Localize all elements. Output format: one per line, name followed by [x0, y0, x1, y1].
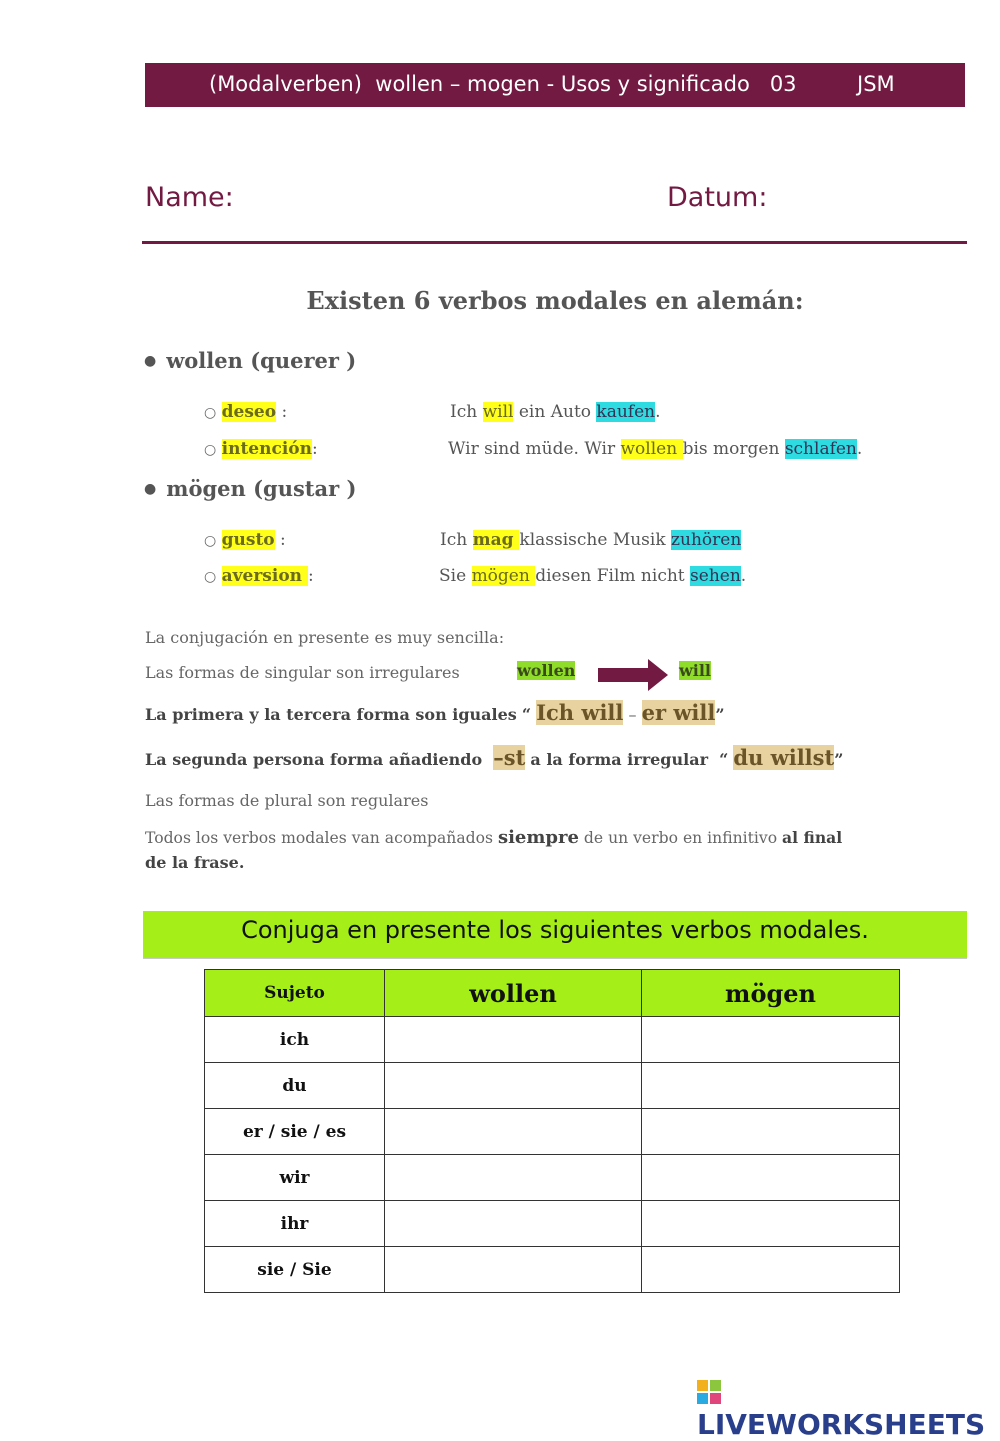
verb-to: will — [679, 661, 712, 680]
grammar-text: de un verbo en infinitivo — [578, 829, 783, 847]
header-title: (Modalverben) wollen – mogen - Usos y significado 03 — [209, 72, 797, 96]
table-row — [205, 1063, 900, 1109]
conjugation-table — [204, 969, 900, 1293]
subject-cell: sie / Sie — [205, 1247, 385, 1293]
column-header-wollen: wollen — [385, 970, 642, 1017]
infinitive-verb: schlafen — [784, 439, 857, 459]
table-row — [205, 1201, 900, 1247]
answer-cell-wollen[interactable] — [385, 1109, 642, 1155]
answer-cell-mogen[interactable] — [642, 1155, 900, 1201]
example-text: . — [856, 439, 863, 459]
circle-bullet-icon: ○ — [204, 533, 217, 549]
answer-cell-mogen[interactable] — [642, 1201, 900, 1247]
use-item — [204, 566, 314, 586]
modal-verb: wollen — [620, 439, 683, 459]
bullet-icon: ● — [144, 353, 157, 369]
circle-bullet-icon: ○ — [204, 405, 217, 421]
section-title: Existen 6 verbos modales en alemán: — [306, 286, 804, 315]
example-text: . — [655, 402, 661, 422]
example-text: bis morgen — [682, 439, 785, 459]
use-term: gusto — [221, 530, 275, 550]
brand-name: LIVEWORKSHEETS — [697, 1408, 986, 1441]
verb-bullet-mogen — [144, 476, 356, 501]
answer-cell-mogen[interactable] — [642, 1109, 900, 1155]
quote-mark: “ — [719, 750, 729, 769]
answer-cell-wollen[interactable] — [385, 1201, 642, 1247]
example-sentence — [450, 402, 661, 422]
example-sentence — [439, 566, 746, 586]
exercise-heading — [143, 911, 967, 959]
example-text: . — [740, 566, 747, 586]
use-sep: : — [274, 530, 286, 550]
grammar-line — [145, 745, 843, 770]
suffix: –st — [493, 745, 526, 770]
table-row — [205, 1017, 900, 1063]
bullet-icon: ● — [144, 481, 157, 497]
grammar-text: Todos los verbos modales van acompañados — [145, 829, 498, 847]
example-text: Sie — [439, 566, 472, 586]
verb-label: mögen (gustar ) — [166, 476, 357, 501]
header-divider — [142, 241, 967, 244]
date-label: Datum: — [667, 182, 768, 213]
column-header-subject: Sujeto — [205, 970, 385, 1017]
infinitive-verb: zuhören — [671, 530, 742, 550]
example-form: Ich will — [536, 700, 624, 725]
irregular-from — [517, 661, 575, 680]
answer-cell-wollen[interactable] — [385, 1247, 642, 1293]
modal-verb: mögen — [471, 566, 536, 586]
example-form: er will — [641, 700, 716, 725]
grammar-line — [145, 700, 725, 725]
example-text: Wir sind müde. Wir — [448, 439, 621, 459]
grammar-line — [145, 853, 244, 872]
use-sep: : — [276, 402, 288, 422]
answer-cell-mogen[interactable] — [642, 1247, 900, 1293]
grammar-line: Las formas de plural son regulares — [145, 791, 429, 810]
example-text: diesen Film nicht — [535, 566, 691, 586]
quote-mark: ” — [715, 705, 725, 724]
use-sep: : — [311, 439, 318, 459]
modal-verb: mag — [472, 530, 520, 550]
verb-bullet-wollen — [144, 348, 356, 373]
subject-cell: er / sie / es — [205, 1109, 385, 1155]
column-header-mogen: mögen — [642, 970, 900, 1017]
use-term: intención — [221, 439, 312, 459]
grammar-text: a la forma irregular — [530, 750, 708, 769]
answer-cell-mogen[interactable] — [642, 1017, 900, 1063]
use-item — [204, 530, 286, 550]
grammar-text: La primera y la tercera forma son iguales — [145, 705, 517, 724]
subject-cell: du — [205, 1063, 385, 1109]
example-text: Ich — [440, 530, 473, 550]
example-text: Ich — [450, 402, 483, 422]
grammar-line — [145, 827, 842, 848]
example-text: klassische Musik — [519, 530, 672, 550]
header-banner — [145, 63, 965, 107]
dash: – — [628, 705, 637, 724]
circle-bullet-icon: ○ — [204, 569, 217, 585]
circle-bullet-icon: ○ — [204, 442, 217, 458]
answer-cell-mogen[interactable] — [642, 1063, 900, 1109]
quote-mark: ” — [834, 750, 844, 769]
answer-cell-wollen[interactable] — [385, 1063, 642, 1109]
use-term: deseo — [221, 402, 277, 422]
verb-label: wollen (querer ) — [166, 348, 357, 373]
use-item — [204, 439, 318, 459]
subject-cell: ich — [205, 1017, 385, 1063]
grammar-line — [145, 663, 460, 682]
table-row — [205, 1247, 900, 1293]
irregular-to — [679, 661, 711, 680]
footer-brand — [697, 1375, 1000, 1441]
answer-cell-wollen[interactable] — [385, 1017, 642, 1063]
example-form: du willst — [733, 745, 835, 770]
example-sentence — [448, 439, 862, 459]
use-item — [204, 402, 287, 422]
example-text: ein Auto — [513, 402, 597, 422]
emphasis: siempre — [497, 827, 579, 848]
modal-verb: will — [482, 402, 514, 422]
infinitive-verb: sehen — [690, 566, 741, 586]
table-row — [205, 1155, 900, 1201]
use-term: aversion — [221, 566, 308, 586]
table-header-row — [205, 970, 900, 1017]
example-sentence — [440, 530, 741, 550]
exercise-title: Conjuga en presente los siguientes verbos modales. — [241, 916, 869, 944]
quote-mark: “ — [521, 705, 532, 724]
subject-cell: wir — [205, 1155, 385, 1201]
verb-from: wollen — [517, 661, 576, 680]
subject-cell: ihr — [205, 1201, 385, 1247]
grammar-text: La segunda persona forma añadiendo — [145, 750, 483, 769]
use-sep: : — [307, 566, 314, 586]
header-author: JSM — [857, 72, 895, 96]
liveworksheets-logo-icon — [697, 1380, 721, 1404]
infinitive-verb: kaufen — [596, 402, 656, 422]
name-label: Name: — [145, 182, 234, 213]
table-row — [205, 1109, 900, 1155]
grammar-text: Las formas de singular son irregulares — [145, 663, 460, 682]
answer-cell-wollen[interactable] — [385, 1155, 642, 1201]
emphasis: al final — [782, 828, 843, 847]
arrow-right-icon — [598, 659, 670, 691]
grammar-line: La conjugación en presente es muy sencilla: — [145, 628, 505, 647]
emphasis: de la frase. — [145, 853, 245, 872]
